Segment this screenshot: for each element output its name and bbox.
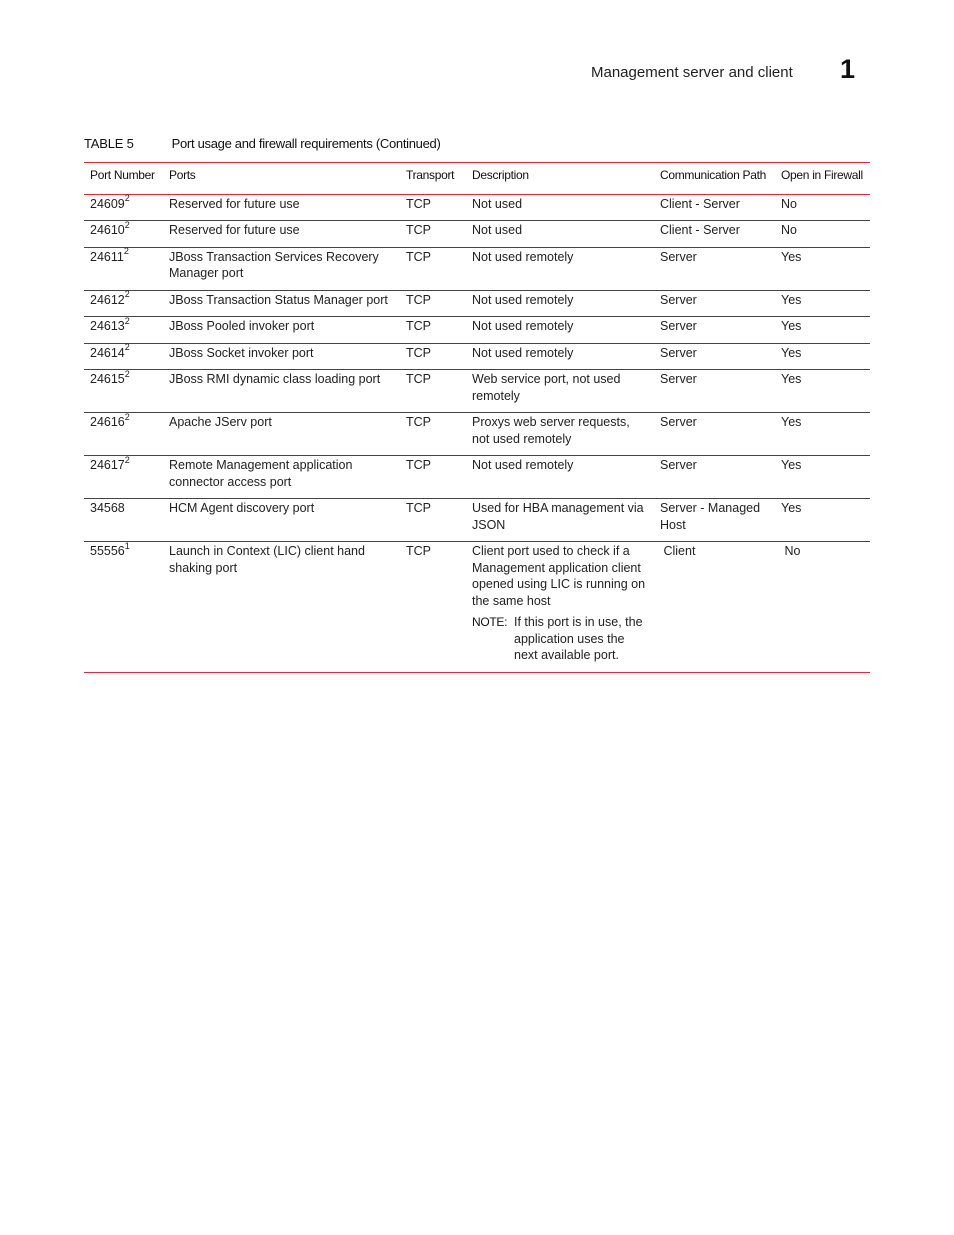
- communication-path-cell: Server: [654, 413, 775, 456]
- firewall-cell: No: [775, 221, 870, 248]
- communication-path-cell: Server: [654, 370, 775, 413]
- firewall-cell: Yes: [775, 290, 870, 317]
- footnote-ref: 2: [124, 342, 130, 353]
- footnote-ref: 1: [124, 540, 130, 551]
- port-name-cell: JBoss Transaction Services Recovery Manager port: [163, 247, 400, 290]
- communication-path-cell: Client - Server: [654, 221, 775, 248]
- port-number-cell: [84, 343, 163, 370]
- communication-path-cell: Server: [654, 317, 775, 344]
- description-cell: Not used remotely: [466, 317, 654, 344]
- description-cell: Not used remotely: [466, 290, 654, 317]
- footnote-ref: 2: [124, 368, 130, 379]
- description-cell: Proxys web server requests, not used remotely: [466, 413, 654, 456]
- table-title: Port usage and firewall requirements (Continued): [171, 136, 441, 151]
- running-header-title: Management server and client: [591, 64, 793, 81]
- port-number-cell: [84, 221, 163, 248]
- firewall-cell: No: [775, 194, 870, 221]
- firewall-cell: No: [781, 544, 801, 558]
- port-number: 24610: [90, 223, 125, 237]
- port-number-cell: [84, 456, 163, 499]
- port-number: 24616: [90, 415, 125, 429]
- table-row: [84, 456, 870, 499]
- description-cell: Not used: [466, 221, 654, 248]
- port-number: 24613: [90, 319, 125, 333]
- firewall-cell: Yes: [775, 317, 870, 344]
- transport-cell: TCP: [400, 221, 466, 248]
- footnote-ref: 2: [124, 289, 130, 300]
- port-number: 34568: [90, 501, 125, 515]
- footnote-ref: 2: [124, 411, 130, 422]
- description-cell: Not used remotely: [466, 247, 654, 290]
- note-text: If this port is in use, the application uses the next available port.: [514, 615, 643, 662]
- transport-cell: TCP: [400, 247, 466, 290]
- description-cell: Used for HBA management via JSON: [466, 499, 654, 542]
- table-caption: [84, 136, 870, 151]
- port-name-cell: Remote Management application connector access port: [163, 456, 400, 499]
- port-number-cell: [84, 370, 163, 413]
- footnote-ref: 2: [124, 193, 130, 204]
- port-number: 24609: [90, 196, 125, 211]
- port-usage-table: [84, 162, 870, 673]
- footnote-ref: 2: [124, 454, 130, 465]
- port-number-cell: [84, 290, 163, 317]
- note-block: [472, 614, 648, 664]
- column-header: Description: [466, 163, 654, 195]
- table-row: [84, 343, 870, 370]
- transport-cell: TCP: [400, 194, 466, 221]
- port-name-cell: Reserved for future use: [163, 194, 400, 221]
- port-number-cell: [84, 317, 163, 344]
- column-header: Ports: [163, 163, 400, 195]
- transport-cell: TCP: [406, 544, 431, 558]
- description-cell: Not used: [466, 194, 654, 221]
- table-row: [84, 413, 870, 456]
- table-label: TABLE 5: [84, 136, 134, 151]
- description-cell: [466, 542, 654, 673]
- firewall-cell: Yes: [775, 413, 870, 456]
- port-name-cell: Reserved for future use: [163, 221, 400, 248]
- port-number-cell: [84, 499, 163, 542]
- port-number: 24617: [90, 458, 125, 472]
- column-header: Open in Firewall: [775, 163, 870, 195]
- communication-path-cell: Client: [660, 544, 696, 558]
- port-number-cell: [84, 413, 163, 456]
- column-header: Communication Path: [654, 163, 775, 195]
- transport-cell: TCP: [400, 317, 466, 344]
- port-number: 24614: [90, 345, 125, 360]
- description-cell: Web service port, not used remotely: [466, 370, 654, 413]
- footnote-ref: 2: [124, 219, 130, 230]
- port-name-cell: Launch in Context (LIC) client hand shaking port: [169, 544, 365, 575]
- port-number: 24612: [90, 292, 125, 307]
- table-row: [84, 542, 870, 673]
- footnote-ref: 2: [123, 246, 129, 257]
- communication-path-cell: Server: [654, 456, 775, 499]
- port-name-cell: JBoss Socket invoker port: [163, 343, 400, 370]
- transport-cell: TCP: [400, 343, 466, 370]
- communication-path-cell: Server: [654, 343, 775, 370]
- communication-path-cell: Server: [654, 290, 775, 317]
- port-number-cell: [84, 542, 163, 673]
- firewall-cell: Yes: [775, 456, 870, 499]
- transport-cell: TCP: [400, 413, 466, 456]
- note-label: NOTE:: [472, 615, 508, 629]
- port-name-cell: JBoss RMI dynamic class loading port: [163, 370, 400, 413]
- column-header: Transport: [400, 163, 466, 195]
- port-name-cell: Apache JServ port: [163, 413, 400, 456]
- port-name-cell: JBoss Transaction Status Manager port: [163, 290, 400, 317]
- port-number: 24615: [90, 372, 125, 386]
- table-row: [84, 317, 870, 344]
- table-row: [84, 290, 870, 317]
- table-row: [84, 194, 870, 221]
- port-number-cell: [84, 194, 163, 221]
- transport-cell: TCP: [400, 290, 466, 317]
- port-number: 24611: [90, 249, 124, 264]
- firewall-cell: Yes: [775, 343, 870, 370]
- transport-cell: TCP: [400, 499, 466, 542]
- description-text: Client port used to check if a Management application client opened using LIC is running on the same host: [472, 544, 646, 608]
- column-header: Port Number: [84, 163, 163, 195]
- firewall-cell: Yes: [775, 499, 870, 542]
- communication-path-cell: Server - Managed Host: [654, 499, 775, 542]
- footnote-ref: 2: [124, 315, 130, 326]
- firewall-cell: Yes: [775, 247, 870, 290]
- table-row: [84, 370, 870, 413]
- description-cell: Not used remotely: [466, 456, 654, 499]
- port-number: 55556: [90, 544, 125, 558]
- chapter-number: 1: [840, 54, 856, 84]
- communication-path-cell: Server: [654, 247, 775, 290]
- description-cell: Not used remotely: [466, 343, 654, 370]
- table-row: [84, 499, 870, 542]
- port-number-cell: [84, 247, 163, 290]
- table-row: [84, 221, 870, 248]
- port-name-cell: JBoss Pooled invoker port: [163, 317, 400, 344]
- communication-path-cell: Client - Server: [654, 194, 775, 221]
- table-row: [84, 247, 870, 290]
- transport-cell: TCP: [400, 370, 466, 413]
- table-header-row: [84, 163, 870, 195]
- transport-cell: TCP: [400, 456, 466, 499]
- port-name-cell: HCM Agent discovery port: [163, 499, 400, 542]
- firewall-cell: Yes: [775, 370, 870, 413]
